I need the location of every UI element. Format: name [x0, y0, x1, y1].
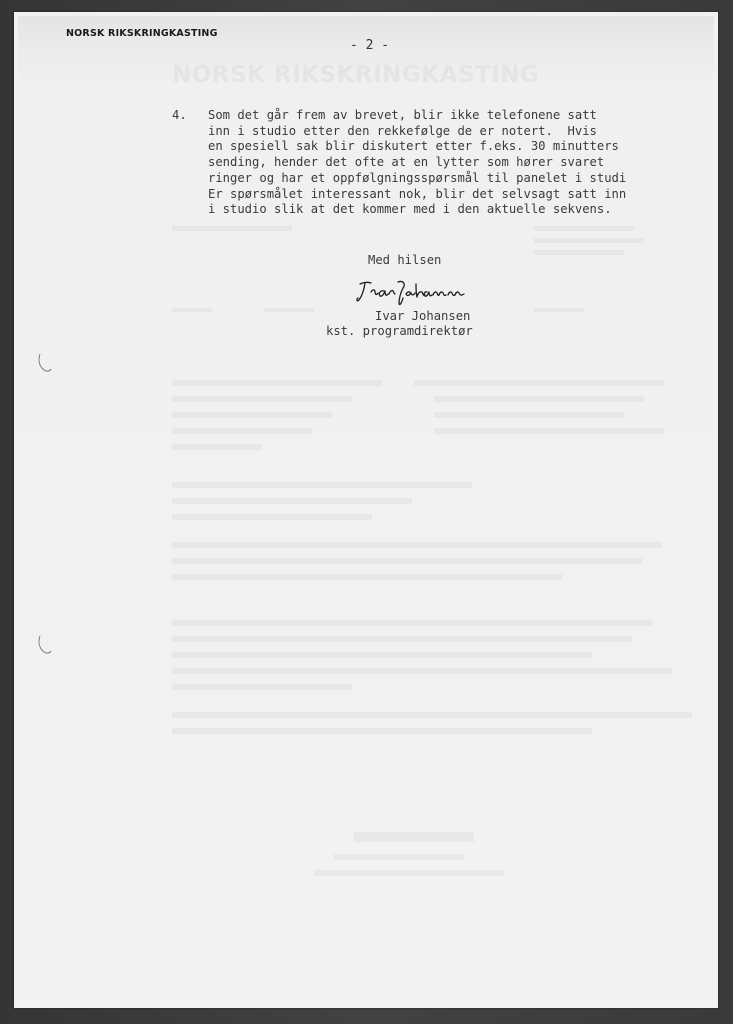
signer-title: kst. programdirektør	[326, 324, 473, 338]
paragraph-line: i studio slik at det kommer med i den aktuelle sekvens.	[208, 202, 612, 217]
paragraph-line: Som det går frem av brevet, blir ikke telefonene satt	[208, 108, 597, 122]
page-number: - 2 -	[350, 38, 390, 53]
paragraph-line: sending, hender det ofte at en lytter som hører svaret	[208, 155, 605, 170]
paragraph-line: Er spørsmålet interessant nok, blir det selvsagt satt inn	[208, 186, 627, 201]
closing-salutation: Med hilsen	[368, 253, 442, 267]
handwritten-signature	[354, 276, 484, 308]
bleed-through-letterhead: NORSK RIKSKRINGKASTING	[172, 62, 540, 88]
punch-hole-mark	[36, 352, 52, 374]
paragraph-line: en spesiell sak blir diskutert etter f.eks. 30 minutters	[208, 139, 619, 154]
punch-hole-mark	[36, 634, 52, 656]
letterhead: NORSK RIKSKRINGKASTING	[66, 28, 218, 39]
paragraph-line: ringer og har et oppfølgningsspørsmål til panelet i studi	[208, 170, 627, 185]
signer-name: Ivar Johansen	[375, 309, 471, 323]
paragraph-number: 4.	[172, 108, 187, 122]
paragraph-line: inn i studio etter den rekkefølge de er notert. Hvis	[208, 123, 597, 138]
document-page	[14, 12, 718, 1008]
